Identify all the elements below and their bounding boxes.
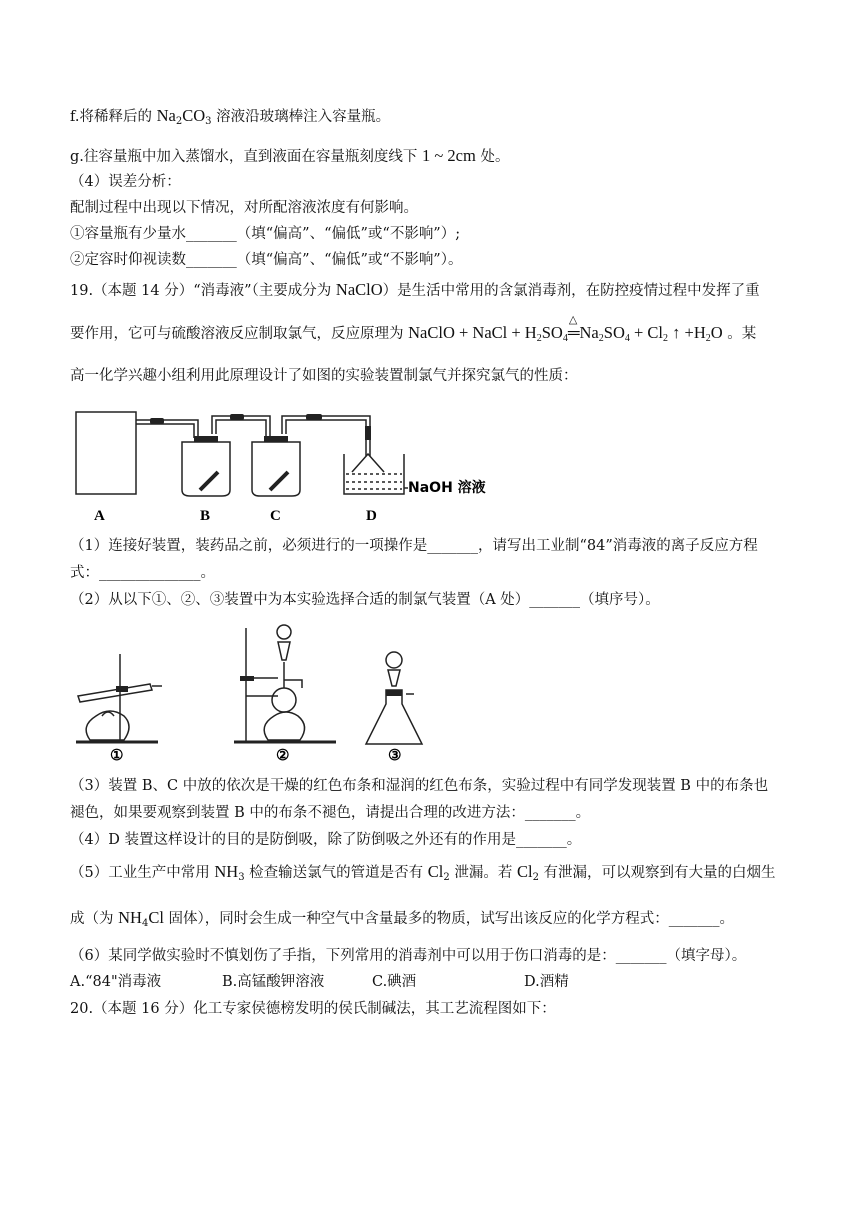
option-d: D.酒精 xyxy=(524,974,569,990)
heat-sign: △ ═ xyxy=(568,323,580,343)
bottle-b xyxy=(182,442,230,496)
problem-19-line1: 19.（本题 14 分）“消毒液”（主要成分为 NaClO）是生活中常用的含氯消毒剂，在防控疫情过程中发挥了重 xyxy=(70,280,760,299)
option-b: B.高锰酸钾溶液 xyxy=(222,974,325,990)
sub-question-4: （4）D 装置这样设计的目的是防倒吸，除了防倒吸之外还有的作用是_______。 xyxy=(70,832,582,848)
sub-question-3a: （3）装置 B、C 中放的依次是干燥的红色布条和湿润的红色布条，实验过程中有同学发现装置 B 中的布条也 xyxy=(70,778,769,794)
label-c: C xyxy=(270,508,281,524)
sub-question-6: （6）某同学做实验时不慎划伤了手指，下列常用的消毒剂中可以用于伤口消毒的是：_______（填字母）。 xyxy=(70,948,747,964)
step-g: g.往容量瓶中加入蒸馏水，直到液面在容量瓶刻度线下 1 ~ 2cm 处。 xyxy=(70,146,510,165)
choice-label-1: ① xyxy=(110,748,124,764)
choice-label-2: ② xyxy=(276,748,290,764)
problem-19-equation-line: 要作用，它可与硫酸溶液反应制取氯气，反应原理为 NaClO + NaCl + $H_2SO_4\triangle$ $═Na_2SO_4 + Cl_2$ ↑ $+H_2O$ 。某 xyxy=(70,323,756,349)
problem-19-line3: 高一化学兴趣小组利用此原理设计了如图的实验装置制氯气并探究氯气的性质： xyxy=(70,368,578,384)
problem-20-title: 20.（本题 16 分）化工专家侯德榜发明的侯氏制碱法，其工艺流程图如下： xyxy=(70,1001,556,1017)
sub-question-5b: 成（为 $NH_4Cl$ 固体），同时会生成一种空气中含量最多的物质，试写出该反应的化学方程式：_______。 xyxy=(70,908,735,929)
choice-label-3: ③ xyxy=(388,748,402,764)
apparatus-diagram xyxy=(70,398,510,528)
label-b: B xyxy=(200,508,211,524)
apparatus-a-box xyxy=(76,412,136,494)
choice-apparatus-diagram xyxy=(70,620,450,770)
sub-question-5a: （5）工业生产中常用 $NH_3$ 检查输送氯气的管道是否有 $Cl_2$ 泄漏。若 $Cl_2$ 有泄漏，可以观察到有大量的白烟生 xyxy=(70,862,776,883)
label-a: A xyxy=(94,508,105,524)
step-f: f.将稀释后的 $Na_2CO_3$ 溶液沿玻璃棒注入容量瓶。 xyxy=(70,106,391,127)
label-d: D xyxy=(366,508,377,524)
option-a: A.“84"消毒液 xyxy=(70,974,162,990)
bottle-c xyxy=(252,442,300,496)
question-1: ①容量瓶有少量水_______（填“偏高”、“偏低”或“不影响”）; xyxy=(70,226,461,242)
naoh-label: NaOH 溶液 xyxy=(408,480,486,496)
sub-question-1b: 式：______________。 xyxy=(70,565,215,581)
question-2: ②定容时仰视读数_______（填“偏高”、“偏低”或“不影响”）。 xyxy=(70,252,463,268)
error-intro: 配制过程中出现以下情况，对所配溶液浓度有何影响。 xyxy=(70,200,418,216)
sub-question-2: （2）从以下①、②、③装置中为本实验选择合适的制氯气装置（A 处）_______（填序号）。 xyxy=(70,592,660,608)
section-4-title: （4）误差分析： xyxy=(70,174,181,190)
sub-question-3b: 褪色，如果要观察到装置 B 中的布条不褪色，请提出合理的改进方法：_______。 xyxy=(70,805,591,821)
option-c: C.碘酒 xyxy=(372,974,417,990)
sub-question-1a: （1）连接好装置，装药品之前，必须进行的一项操作是_______，请写出工业制“84”消毒液的离子反应方程 xyxy=(70,538,758,554)
